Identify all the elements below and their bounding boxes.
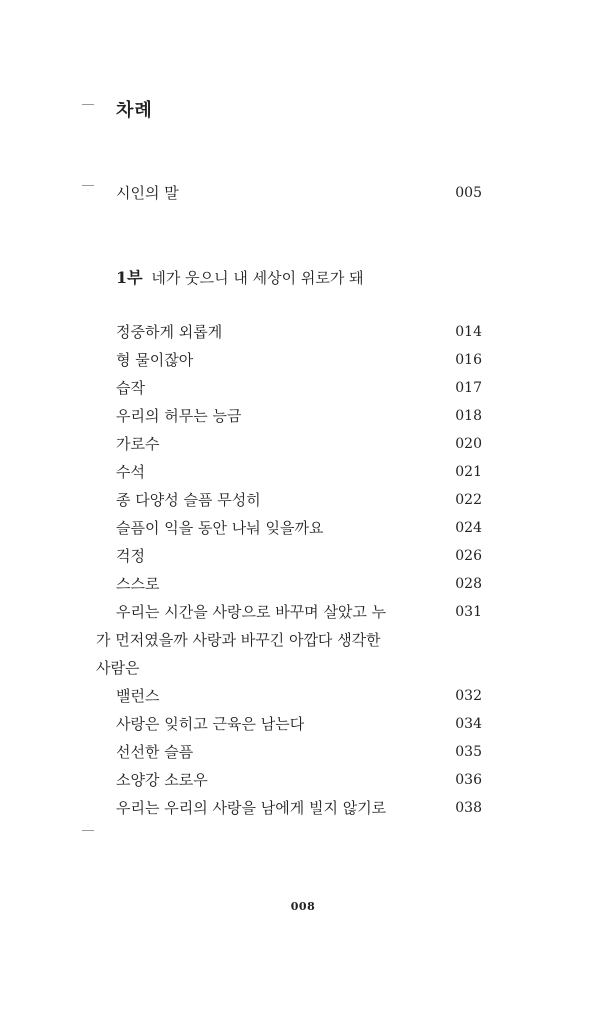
toc-entry-page: 022 xyxy=(455,492,482,508)
toc-entry[interactable] xyxy=(116,710,482,738)
part-heading xyxy=(116,266,364,290)
toc-entry[interactable] xyxy=(116,402,482,430)
page-number: 008 xyxy=(290,900,316,913)
toc-entry[interactable] xyxy=(116,486,482,514)
toc-entry-page: 017 xyxy=(455,380,482,396)
toc-entry-preface[interactable] xyxy=(116,179,482,207)
toc-entry[interactable] xyxy=(116,542,482,570)
toc-entry-page: 038 xyxy=(455,800,482,816)
toc-entry[interactable] xyxy=(116,374,482,402)
toc-entry-page: 031 xyxy=(455,604,482,620)
toc-entry[interactable] xyxy=(116,430,482,458)
toc-entry-title xyxy=(96,598,435,682)
toc-entry-title: 선선한 슬픔 xyxy=(116,743,194,761)
toc-entry-page: 020 xyxy=(455,436,482,452)
toc-entry[interactable] xyxy=(116,682,482,710)
toc-entry-title: 형 물이잖아 xyxy=(116,351,194,369)
page-title: 차례 xyxy=(116,100,153,121)
toc-entry-page: 018 xyxy=(455,408,482,424)
toc-entry-page: 032 xyxy=(455,688,482,704)
toc-entry[interactable] xyxy=(116,570,482,598)
toc-entry-title: 소양강 소로우 xyxy=(116,771,208,789)
part-number: 1부 xyxy=(116,268,143,287)
part-title: 네가 웃으니 내 세상이 위로가 돼 xyxy=(151,269,364,287)
toc-entry-page: 021 xyxy=(455,464,482,480)
toc-entry[interactable] xyxy=(116,738,482,766)
toc-entry-page: 005 xyxy=(455,185,482,201)
toc-entry[interactable] xyxy=(116,346,482,374)
toc-entry-title: 습작 xyxy=(116,379,145,397)
toc-entry-title-line: 가 먼저였을까 사랑과 바꾸긴 아깝다 생각한 xyxy=(96,631,381,649)
toc-entry-title: 시인의 말 xyxy=(116,184,179,202)
margin-mark xyxy=(82,185,94,186)
toc-entry-title: 우리는 우리의 사랑을 남에게 빌지 않기로 xyxy=(116,799,387,817)
toc-entry-title: 걱정 xyxy=(116,547,145,565)
toc-entry-page: 016 xyxy=(455,352,482,368)
toc-entry-page: 034 xyxy=(455,716,482,732)
toc-entry-title-line: 사람은 xyxy=(96,659,140,677)
toc-entry-page: 028 xyxy=(455,576,482,592)
toc-entry-page: 014 xyxy=(455,324,482,340)
toc-entry-title-line: 우리는 시간을 사랑으로 바꾸며 살았고 누 xyxy=(116,603,387,621)
toc-entry-title: 수석 xyxy=(116,463,145,481)
toc-entry-title: 정중하게 외롭게 xyxy=(116,323,223,341)
toc-entry-title: 가로수 xyxy=(116,435,160,453)
toc-entry[interactable] xyxy=(116,766,482,794)
toc-entry[interactable] xyxy=(96,598,482,682)
toc-entry-title: 종 다양성 슬픔 무성히 xyxy=(116,491,261,509)
toc-list xyxy=(96,318,482,822)
toc-entry[interactable] xyxy=(116,514,482,542)
margin-mark xyxy=(82,104,94,105)
toc-entry[interactable] xyxy=(116,318,482,346)
margin-mark xyxy=(82,830,94,831)
toc-entry-page: 024 xyxy=(455,520,482,536)
toc-entry-title: 스스로 xyxy=(116,575,160,593)
toc-entry[interactable] xyxy=(116,458,482,486)
toc-entry-title: 우리의 허무는 능금 xyxy=(116,407,242,425)
toc-entry-page: 026 xyxy=(455,548,482,564)
toc-entry-title: 사랑은 잊히고 근육은 남는다 xyxy=(116,715,305,733)
toc-entry[interactable] xyxy=(116,794,482,822)
toc-entry-page: 036 xyxy=(455,772,482,788)
toc-entry-title: 슬픔이 익을 동안 나눠 잊을까요 xyxy=(116,519,324,537)
toc-entry-title: 밸런스 xyxy=(116,687,160,705)
toc-entry-page: 035 xyxy=(455,744,482,760)
